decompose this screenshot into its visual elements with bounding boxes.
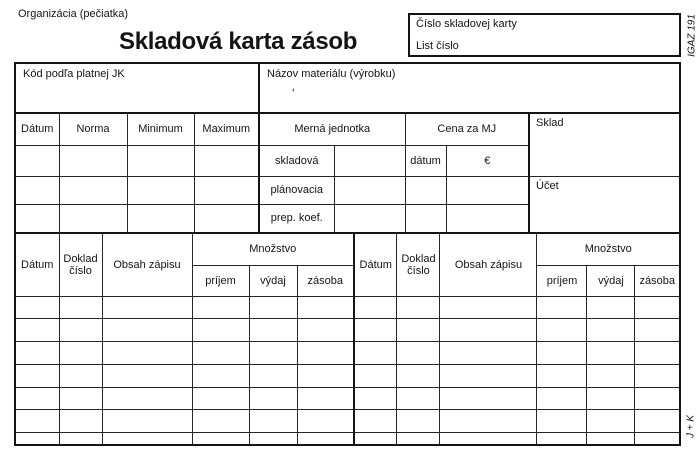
- ledger-empty-cell: [249, 387, 297, 410]
- material-name-cell: [260, 64, 679, 112]
- ledger-empty-cell: [635, 296, 679, 319]
- ledger-header-stock: zásoba: [297, 265, 353, 296]
- empty-cell: [127, 176, 194, 204]
- empty-cell: [334, 145, 405, 176]
- ledger-empty-cell: [249, 364, 297, 387]
- ledger-row: [16, 364, 353, 387]
- ledger-empty-cell: [102, 387, 192, 410]
- ledger-empty-cell: [440, 433, 537, 444]
- ledger-empty-cell: [355, 342, 397, 365]
- form-body: [14, 62, 681, 446]
- ledger-empty-cell: [297, 364, 353, 387]
- sheet-number-label: List číslo: [416, 40, 459, 52]
- ledger-empty-cell: [440, 364, 537, 387]
- form-title: Skladová karta zásob: [119, 28, 358, 55]
- ledger-empty-cell: [59, 364, 102, 387]
- ledger-empty-cell: [355, 319, 397, 342]
- empty-cell: [127, 204, 194, 232]
- ledger-empty-cell: [537, 364, 587, 387]
- ledger-empty-cell: [440, 342, 537, 365]
- ledger-header-doc: Doklad číslo: [59, 234, 102, 296]
- ledger-empty-cell: [297, 342, 353, 365]
- ledger-empty-cell: [537, 410, 587, 433]
- ledger-empty-cell: [297, 433, 353, 444]
- printer-mark: J + K: [685, 414, 697, 439]
- ledger-row: [355, 296, 679, 319]
- warehouse-cell: Sklad: [529, 114, 679, 176]
- ledger-empty-cell: [102, 364, 192, 387]
- ledger-empty-cell: [102, 342, 192, 365]
- ledger-empty-cell: [16, 410, 59, 433]
- ledger-row: [16, 342, 353, 365]
- price-header: Cena za MJ: [405, 114, 529, 145]
- ledger-row: [355, 364, 679, 387]
- ledger-header-content: Obsah zápisu: [102, 234, 192, 296]
- empty-cell: [59, 176, 127, 204]
- ledger-empty-cell: [537, 342, 587, 365]
- ledger-empty-cell: [397, 410, 440, 433]
- ledger-header-in: príjem: [192, 265, 249, 296]
- ledger-row: [355, 319, 679, 342]
- params-section: [16, 114, 679, 234]
- ledger-empty-cell: [102, 296, 192, 319]
- ledger-empty-cell: [16, 342, 59, 365]
- ledger-empty-cell: [192, 410, 249, 433]
- ledger-empty-cell: [587, 296, 635, 319]
- ledger-empty-cell: [355, 364, 397, 387]
- ledger-empty-cell: [587, 387, 635, 410]
- ledger-row: [355, 387, 679, 410]
- empty-cell: [59, 145, 127, 176]
- ledger-empty-cell: [102, 433, 192, 444]
- ledger-empty-cell: [249, 319, 297, 342]
- ledger-empty-cell: [297, 387, 353, 410]
- ledger-empty-cell: [297, 296, 353, 319]
- params-header-max: Maximum: [194, 114, 259, 145]
- unit-header: Merná jednotka: [259, 114, 405, 145]
- ledger-empty-cell: [355, 387, 397, 410]
- ledger-header-in: príjem: [537, 265, 587, 296]
- empty-cell: [127, 145, 194, 176]
- ledger-empty-cell: [397, 296, 440, 319]
- ledger-empty-cell: [635, 342, 679, 365]
- ledger-empty-cell: [355, 410, 397, 433]
- ledger-empty-cell: [59, 296, 102, 319]
- ledger-empty-cell: [249, 410, 297, 433]
- ledger-empty-cell: [635, 364, 679, 387]
- ledger-empty-cell: [16, 387, 59, 410]
- ledger-empty-cell: [102, 319, 192, 342]
- price-date-label: dátum: [405, 145, 446, 176]
- ledger-row: [16, 319, 353, 342]
- ledger-empty-cell: [537, 433, 587, 444]
- ledger-empty-cell: [537, 319, 587, 342]
- empty-cell: [194, 145, 259, 176]
- ledger-empty-cell: [635, 433, 679, 444]
- ledger-empty-cell: [59, 319, 102, 342]
- ledger-row: [16, 296, 353, 319]
- ledger-empty-cell: [537, 296, 587, 319]
- material-section: [16, 64, 679, 114]
- ledger-row: [355, 410, 679, 433]
- empty-cell: [405, 204, 446, 232]
- ledger-empty-cell: [635, 410, 679, 433]
- ledger-header-content: Obsah zápisu: [440, 234, 537, 296]
- account-cell: Účet: [529, 176, 679, 232]
- ledger-empty-cell: [440, 296, 537, 319]
- ledger-empty-cell: [440, 319, 537, 342]
- ledger-empty-cell: [192, 342, 249, 365]
- ledger-empty-cell: [16, 433, 59, 444]
- ledger-empty-cell: [192, 296, 249, 319]
- ledger-empty-cell: [635, 387, 679, 410]
- ledger-empty-cell: [16, 364, 59, 387]
- ledger-empty-cell: [192, 433, 249, 444]
- ledger-empty-cell: [249, 342, 297, 365]
- empty-cell: [334, 176, 405, 204]
- ledger-header-out: výdaj: [249, 265, 297, 296]
- ledger-empty-cell: [587, 433, 635, 444]
- ledger-empty-cell: [59, 433, 102, 444]
- ledger-empty-cell: [397, 342, 440, 365]
- ledger-section: [16, 234, 679, 444]
- params-header-norm: Norma: [59, 114, 127, 145]
- ledger-empty-cell: [397, 387, 440, 410]
- ledger-header-date: Dátum: [16, 234, 59, 296]
- empty-cell: [16, 145, 59, 176]
- ledger-header-qty: Množstvo: [192, 234, 353, 265]
- ledger-header-stock: zásoba: [635, 265, 679, 296]
- material-code-cell: Kód podľa platnej JK: [16, 64, 260, 112]
- card-number-box: [408, 13, 681, 57]
- unit-row-label: prep. koef.: [259, 204, 334, 232]
- ledger-row: [16, 387, 353, 410]
- ledger-table-right: [355, 234, 679, 444]
- ledger-empty-cell: [397, 319, 440, 342]
- ledger-header-out: výdaj: [587, 265, 635, 296]
- ledger-empty-cell: [355, 433, 397, 444]
- ledger-empty-cell: [192, 364, 249, 387]
- ledger-header-date: Dátum: [355, 234, 397, 296]
- ledger-header-qty: Množstvo: [537, 234, 679, 265]
- ledger-empty-cell: [59, 387, 102, 410]
- ledger-empty-cell: [635, 319, 679, 342]
- ledger-empty-cell: [355, 296, 397, 319]
- params-header-min: Minimum: [127, 114, 194, 145]
- empty-cell: [194, 176, 259, 204]
- ledger-empty-cell: [102, 410, 192, 433]
- empty-cell: [16, 204, 59, 232]
- ledger-empty-cell: [192, 319, 249, 342]
- ledger-header-doc: Doklad číslo: [397, 234, 440, 296]
- unit-row-label: skladová: [259, 145, 334, 176]
- ledger-empty-cell: [537, 387, 587, 410]
- ledger-empty-cell: [397, 433, 440, 444]
- material-name-label: Názov materiálu (výrobku): [267, 68, 396, 80]
- unit-row-label: plánovacia: [259, 176, 334, 204]
- ledger-empty-cell: [397, 364, 440, 387]
- ledger-empty-cell: [587, 319, 635, 342]
- ledger-empty-cell: [297, 319, 353, 342]
- stray-mark: ‘: [292, 86, 295, 100]
- ledger-row: [355, 342, 679, 365]
- ledger-empty-cell: [249, 433, 297, 444]
- ledger-empty-cell: [440, 387, 537, 410]
- params-header-date: Dátum: [16, 114, 59, 145]
- form-code: IGAZ 191: [686, 14, 698, 57]
- ledger-empty-cell: [297, 410, 353, 433]
- ledger-table-left: [16, 234, 353, 444]
- ledger-row: [16, 433, 353, 444]
- ledger-empty-cell: [16, 319, 59, 342]
- ledger-empty-cell: [16, 296, 59, 319]
- ledger-row: [16, 410, 353, 433]
- ledger-empty-cell: [587, 364, 635, 387]
- empty-cell: [334, 204, 405, 232]
- empty-cell: [59, 204, 127, 232]
- ledger-row: [355, 433, 679, 444]
- empty-cell: [446, 176, 529, 204]
- price-currency-label: €: [446, 145, 529, 176]
- ledger-empty-cell: [249, 296, 297, 319]
- ledger-empty-cell: [192, 387, 249, 410]
- ledger-empty-cell: [59, 410, 102, 433]
- params-table: [16, 114, 679, 232]
- empty-cell: [446, 204, 529, 232]
- ledger-empty-cell: [587, 410, 635, 433]
- empty-cell: [16, 176, 59, 204]
- empty-cell: [194, 204, 259, 232]
- organization-label: Organizácia (pečiatka): [18, 8, 129, 20]
- empty-cell: [405, 176, 446, 204]
- ledger-empty-cell: [587, 342, 635, 365]
- card-number-label: Číslo skladovej karty: [416, 18, 517, 30]
- ledger-empty-cell: [59, 342, 102, 365]
- ledger-empty-cell: [440, 410, 537, 433]
